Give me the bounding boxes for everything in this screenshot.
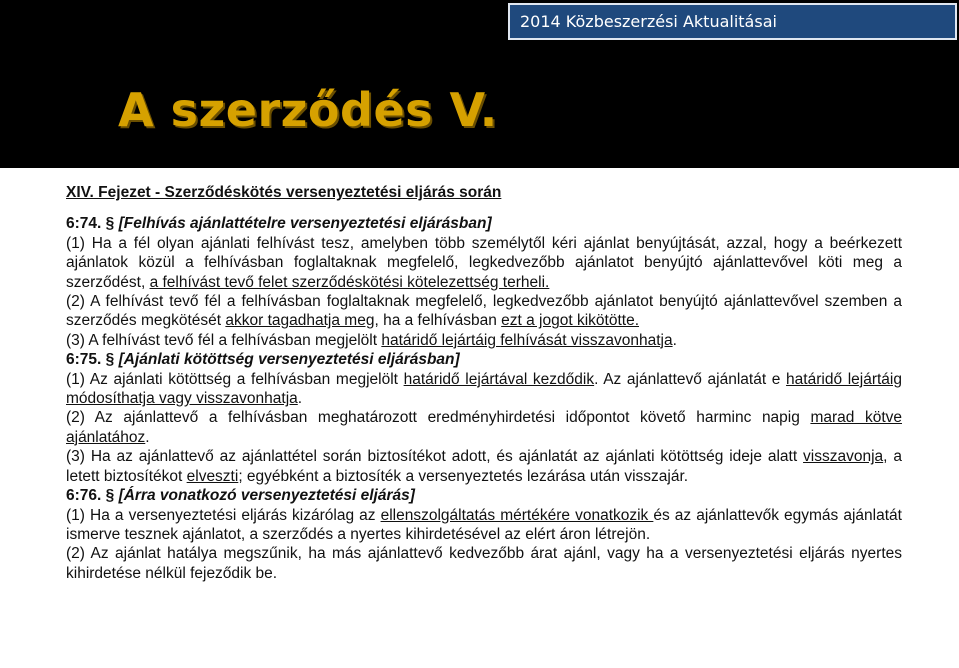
text-run: . — [297, 390, 303, 408]
section-6-75-paragraph-3 — [66, 447, 902, 486]
section-6-74-heading — [66, 214, 902, 233]
section-6-75-paragraph-1 — [66, 370, 902, 409]
section-6-76-paragraph-2: (2) Az ajánlat hatálya megszűnik, ha más ajánlattevő kedvezőbb árat ajánl, vagy ha a versenyeztetési eljárás nyertes kihirdetése nélkül fejeződik be. — [66, 545, 902, 582]
text-run: (1) Ha a fél olyan ajánlati felhívást tesz, amelyben több személytől kéri ajánlat benyújtását, azzal, hogy a beérkezett ajánlatok közül a felhívásban foglaltaknak megfelelő, legkedvezőbb ajánlatot benyújtó ajánlattevővel köti meg a szerződést, — [66, 234, 902, 291]
section-number: 6:74. § — [66, 215, 119, 233]
section-6-76-heading — [66, 486, 902, 505]
text-run: . — [145, 428, 150, 446]
section-6-74-paragraph-2 — [66, 292, 902, 331]
underlined-text: elveszti — [186, 467, 239, 485]
section-title-text: [Felhívás ajánlattételre versenyeztetési eljárásban] — [118, 215, 492, 233]
text-run: (3) Ha az ajánlattevő az ajánlattétel során biztosítékot adott, és ajánlatát az ajánlati kötöttség ideje alatt — [66, 448, 804, 466]
section-6-76-paragraph-1 — [66, 506, 902, 545]
text-run: , a letett biztosítékot — [66, 448, 902, 485]
section-6-75-paragraph-2 — [66, 408, 902, 447]
underlined-text: visszavonja — [803, 448, 884, 466]
slide-body — [66, 183, 902, 583]
text-run: . — [672, 331, 677, 349]
section-6-74-paragraph-3 — [66, 331, 902, 350]
text-run: (1) Az ajánlati kötöttség a felhívásban megjelölt — [66, 370, 404, 388]
underlined-text: határidő lejártával kezdődik — [403, 370, 595, 388]
underlined-text: marad kötve ajánlatához — [66, 409, 902, 446]
underlined-text: határidő lejártáig módosíthatja vagy visszavonhatja — [66, 370, 902, 408]
text-run: (2) Az ajánlattevő a felhívásban meghatározott eredményhirdetési időpontot követő harminc napig — [66, 409, 811, 427]
text-run: , ha a felhívásban — [374, 312, 502, 330]
chapter-heading: XIV. Fejezet - Szerződéskötés versenyeztetési eljárás során — [66, 184, 502, 201]
underlined-text: akkor tagadhatja meg — [225, 312, 375, 330]
underlined-text: ellenszolgáltatás mértékére vonatkozik — [380, 506, 654, 524]
slide-header — [0, 0, 959, 168]
underlined-text: ezt a jogot kikötötte. — [501, 312, 639, 330]
slide-title: A szerződés V. — [118, 83, 498, 137]
text-run: . Az ajánlattevő ajánlatát e — [594, 370, 787, 388]
underlined-text: határidő lejártáig felhívását visszavonhatja — [381, 331, 673, 349]
section-title-text: [Árra vonatkozó versenyeztetési eljárás] — [118, 487, 415, 505]
section-number: 6:75. § — [66, 351, 119, 369]
underlined-text: a felhívást tevő felet szerződéskötési kötelezettség terheli. — [149, 273, 550, 291]
section-6-75-heading — [66, 350, 902, 369]
event-badge: 2014 Közbeszerzési Aktualitásai — [508, 3, 957, 40]
section-number: 6:76. § — [66, 487, 119, 505]
text-run: és az ajánlattevők egymás ajánlatát ismerve tesznek ajánlatot, a szerződés a nyertes kihirdetésével az elért áron létrejön. — [66, 506, 902, 543]
text-run: (3) A felhívást tevő fél a felhívásban megjelölt — [66, 331, 382, 349]
text-run: (1) Ha a versenyeztetési eljárás kizárólag az — [66, 506, 381, 524]
text-run: (2) A felhívást tevő fél a felhívásban foglaltaknak megfelelő, legkedvezőbb ajánlatot benyújtó ajánlattevővel szemben a szerződés megkötését — [66, 293, 902, 330]
section-title-text: [Ajánlati kötöttség versenyeztetési eljárásban] — [118, 351, 460, 369]
section-6-74-paragraph-1 — [66, 234, 902, 292]
text-run: ; egyébként a biztosíték a versenyeztetés lezárása után visszajár. — [238, 467, 689, 485]
